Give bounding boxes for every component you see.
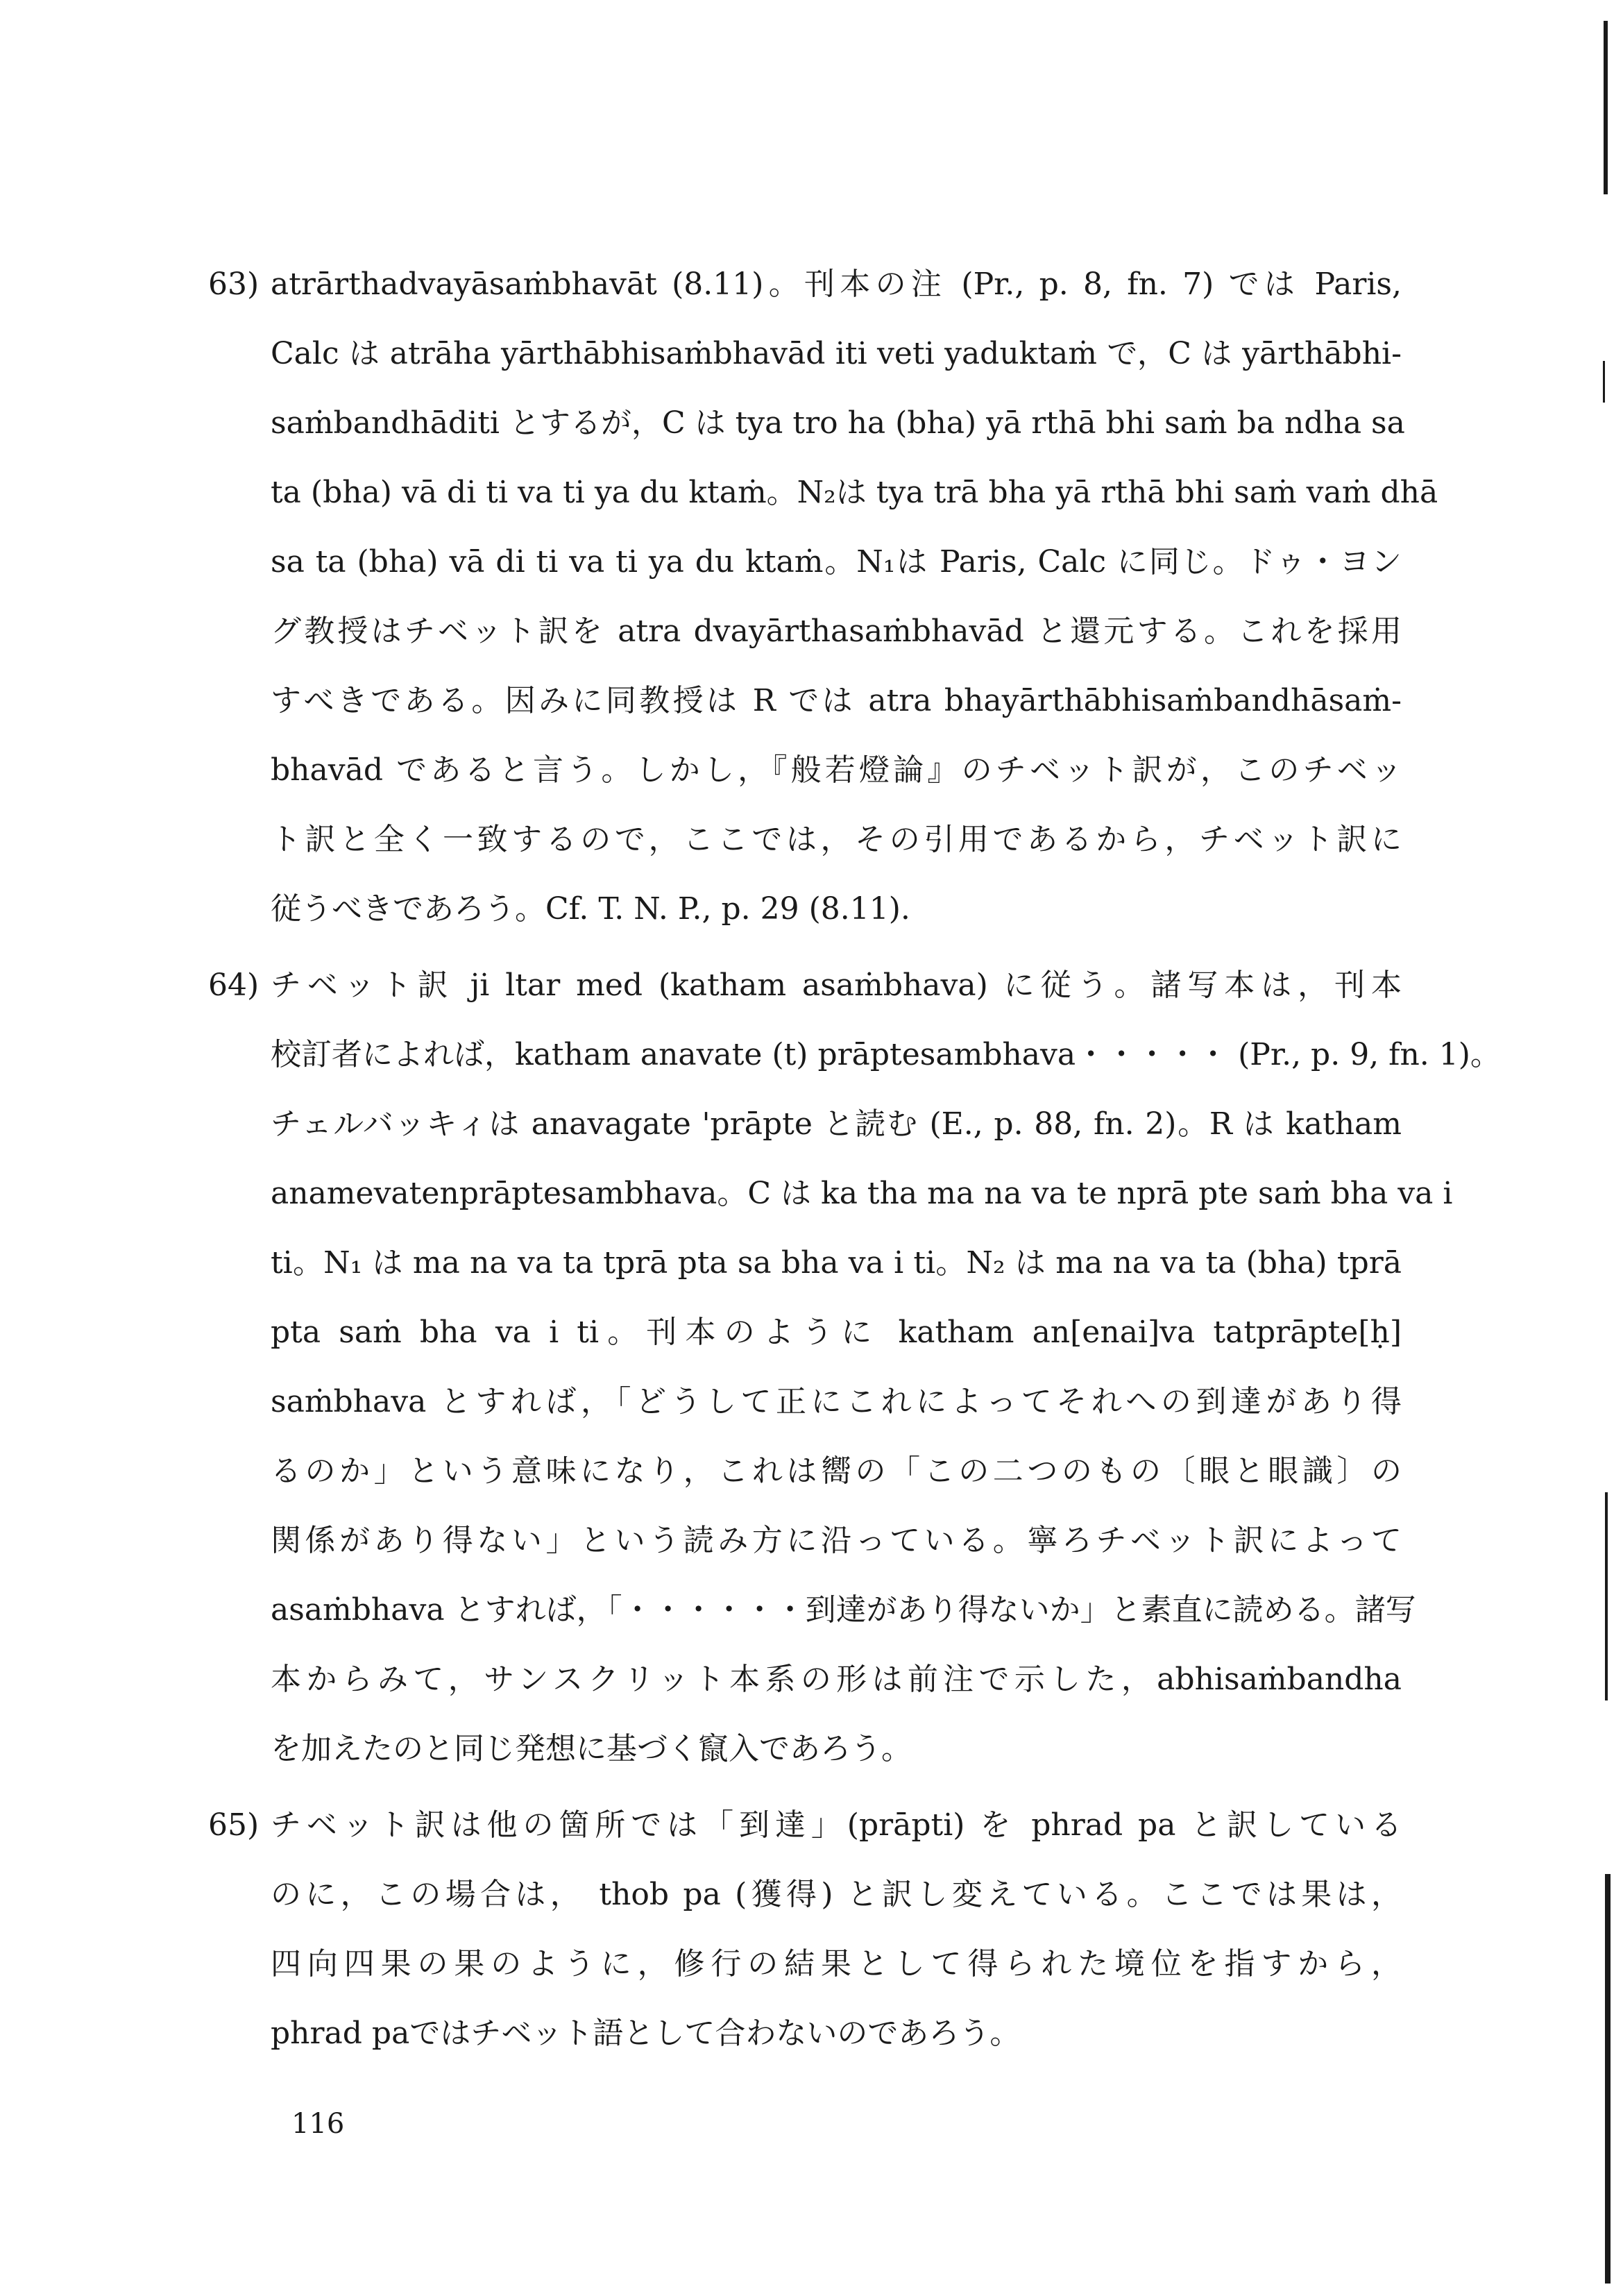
footnote-line: グ教授はチベット訳を atra dvayārthasaṁbhavād と還元する。これを採用 (271, 614, 1402, 649)
scan-edge-mark (1605, 1492, 1608, 1700)
footnote-number: 65) (208, 1807, 260, 1843)
scan-edge-mark (1604, 21, 1608, 194)
footnote-number: 64) (208, 968, 260, 1003)
footnote-line: phrad paではチベット語として合わないのであろう。 (271, 2016, 1021, 2051)
footnote-line: bhavād であると言う。しかし，『般若燈論』のチベット訳が，このチベッ (271, 752, 1402, 788)
footnote-line: のに，この場合は， thob pa (獲得) と訳し変えている。ここでは果は， (271, 1877, 1402, 1912)
footnote-line: ト訳と全く一致するので，ここでは，その引用であるから，チベット訳に (271, 822, 1402, 857)
footnote-line: ti。N₁ は ma na va ta tprā pta sa bha va i ti。N₂ は ma na va ta (bha) tprā (271, 1245, 1402, 1281)
footnote-line: atrārthadvayāsaṁbhavāt (8.11)。刊本の注 (Pr., p. 8, fn. 7) では Paris, (271, 267, 1402, 302)
footnote-line: pta saṁ bha va i ti。刊本のように katham an[enai]va tatprāpte[ḥ] (271, 1315, 1402, 1350)
footnote-line: Calc は atrāha yārthābhisaṁbhavād iti veti yaduktaṁ で，C は yārthābhi- (271, 336, 1402, 371)
footnote-63 (208, 250, 1438, 944)
footnotes-section (208, 250, 1501, 2075)
footnote-line: sa ta (bha) vā di ti va ti ya du ktaṁ。N₁は Paris, Calc に同じ。ドゥ・ヨン (271, 544, 1402, 580)
footnote-line: チベット訳 ji ltar med (katham asaṁbhava) に従う。諸写本は，刊本 (271, 968, 1402, 1003)
scan-edge-mark (1603, 361, 1605, 403)
footnote-64 (208, 951, 1501, 1784)
page-number: 116 (291, 2108, 345, 2140)
footnote-line: るのか」という意味になり，これは嚮の「この二つのもの〔眼と眼識〕の (271, 1453, 1402, 1489)
footnote-line: anamevatenprāptesambhava。C は ka tha ma na va te nprā pte saṁ bha va i (271, 1176, 1453, 1211)
footnote-line: 本からみて，サンスクリット本系の形は前注で示した，abhisaṁbandha (271, 1662, 1402, 1697)
footnote-line: 従うべきであろう。Cf. T. N. P., p. 29 (8.11). (271, 891, 910, 927)
footnote-line: すべきである。因みに同教授は R では atra bhayārthābhisaṁbandhāsaṁ- (271, 683, 1402, 718)
footnote-number: 63) (208, 267, 260, 302)
footnote-line: 関係があり得ない」という読み方に沿っている。寧ろチベット訳によって (271, 1523, 1402, 1558)
footnote-line: asaṁbhava とすれば，「・・・・・・到達があり得ないか」と素直に読める。諸写 (271, 1592, 1416, 1628)
footnote-line: 四向四果の果のように，修行の結果として得られた境位を指すから， (271, 1946, 1402, 1982)
footnote-line: チベット訳は他の箇所では「到達」(prāpti) を phrad pa と訳している (271, 1807, 1402, 1843)
footnote-line: saṁbhava とすれば，「どうして正にこれによってそれへの到達があり得 (271, 1384, 1402, 1419)
scan-edge-mark (1605, 1874, 1611, 2284)
footnote-65 (208, 1791, 1402, 2068)
footnote-line: saṁbandhāditi とするが，C は tya tro ha (bha) yā rthā bhi saṁ ba ndha sa (271, 405, 1405, 441)
footnote-line: 校訂者によれば，katham anavate (t) prāptesambhava・・・・・ (Pr., p. 9, fn. 1)。 (271, 1037, 1501, 1072)
footnote-line: チェルバッキィは anavagate 'prāpte と読む (E., p. 88, fn. 2)。R は katham (271, 1106, 1402, 1142)
footnote-line: を加えたのと同じ発想に基づく竄入であろう。 (271, 1731, 912, 1766)
footnote-line: ta (bha) vā di ti va ti ya du ktaṁ。N₂は tya trā bha yā rthā bhi saṁ vaṁ dhā (271, 475, 1438, 510)
